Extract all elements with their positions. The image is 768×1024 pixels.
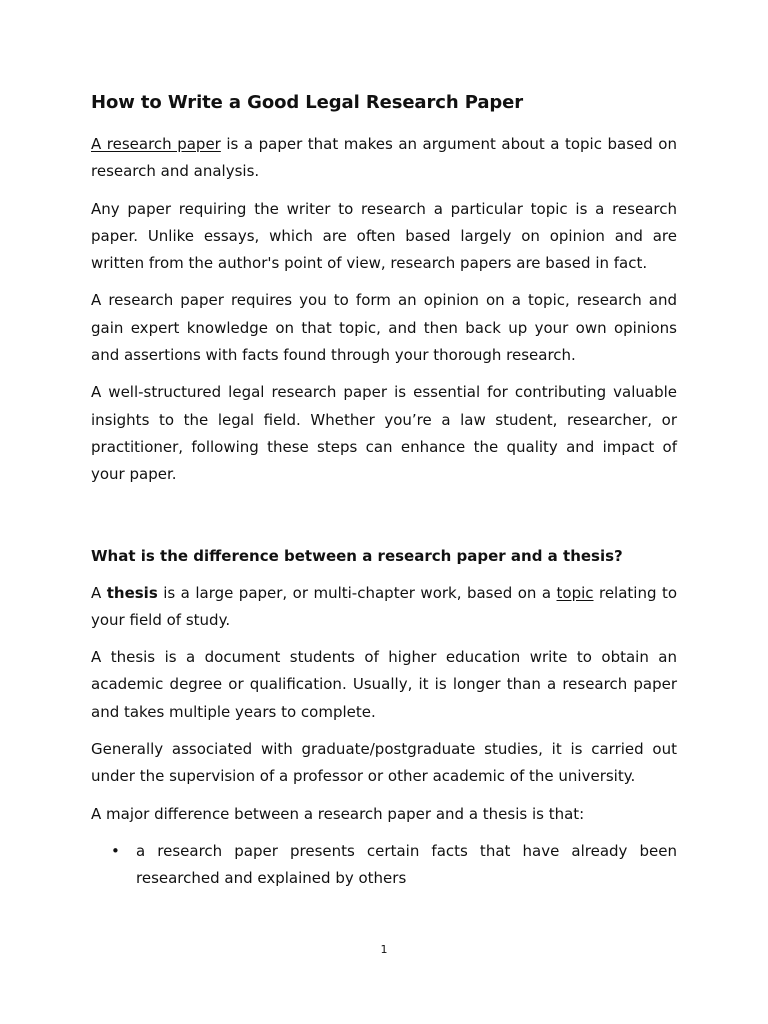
document-page — [91, 89, 677, 893]
intro-paragraph-1-text: is a paper that makes an argument about a topic based on research and analysis. — [91, 135, 677, 181]
list-item — [91, 838, 677, 893]
section-spacer — [91, 499, 677, 542]
intro-paragraph-3: A research paper requires you to form an opinion on a topic, research and gain expert knowledge on that topic, and then back up your own opinions and assertions with facts found through your thorough research. — [91, 291, 677, 365]
thesis-term: thesis — [106, 583, 158, 602]
section-heading: What is the difference between a research paper and a thesis? — [91, 546, 623, 565]
page-number: 1 — [380, 943, 388, 956]
thesis-paragraph-1-mid: is a large paper, or multi-chapter work, based on a — [157, 583, 557, 602]
list-item-text: a research paper presents certain facts that have already been researched and explained by others — [136, 841, 677, 888]
bullet-icon: • — [111, 841, 120, 860]
intro-paragraph-2: Any paper requiring the writer to research a particular topic is a research paper. Unlike essays, which are often based largely on opinion and are written from the author's point of view, research papers are based in fact. — [91, 199, 677, 273]
thesis-paragraph-1 — [91, 580, 677, 635]
thesis-paragraph-2: A thesis is a document students of higher education write to obtain an academic degree or qualification. Usually, it is longer than a research paper and takes multiple years to complete. — [91, 648, 677, 721]
intro-paragraph-1 — [91, 131, 677, 186]
intro-paragraph-4: A well-structured legal research paper is essential for contributing valuable insights to the legal field. Whether you’re a law student, researcher, or practitioner, following these steps can enhance the quality and impact of your paper. — [91, 383, 677, 484]
difference-list — [91, 838, 677, 893]
topic-link[interactable]: topic — [556, 583, 594, 602]
thesis-paragraph-4: A major difference between a research paper and a thesis is that: — [91, 804, 585, 823]
document-title: How to Write a Good Legal Research Paper — [91, 92, 524, 113]
thesis-paragraph-1-lead: A — [91, 583, 107, 602]
thesis-paragraph-3: Generally associated with graduate/postgraduate studies, it is carried out under the supervision of a professor or other academic of the university. — [91, 740, 677, 786]
research-paper-link[interactable]: A research paper — [91, 135, 221, 153]
thesis-paragraph-1-end: relating to your field of study. — [91, 583, 678, 629]
